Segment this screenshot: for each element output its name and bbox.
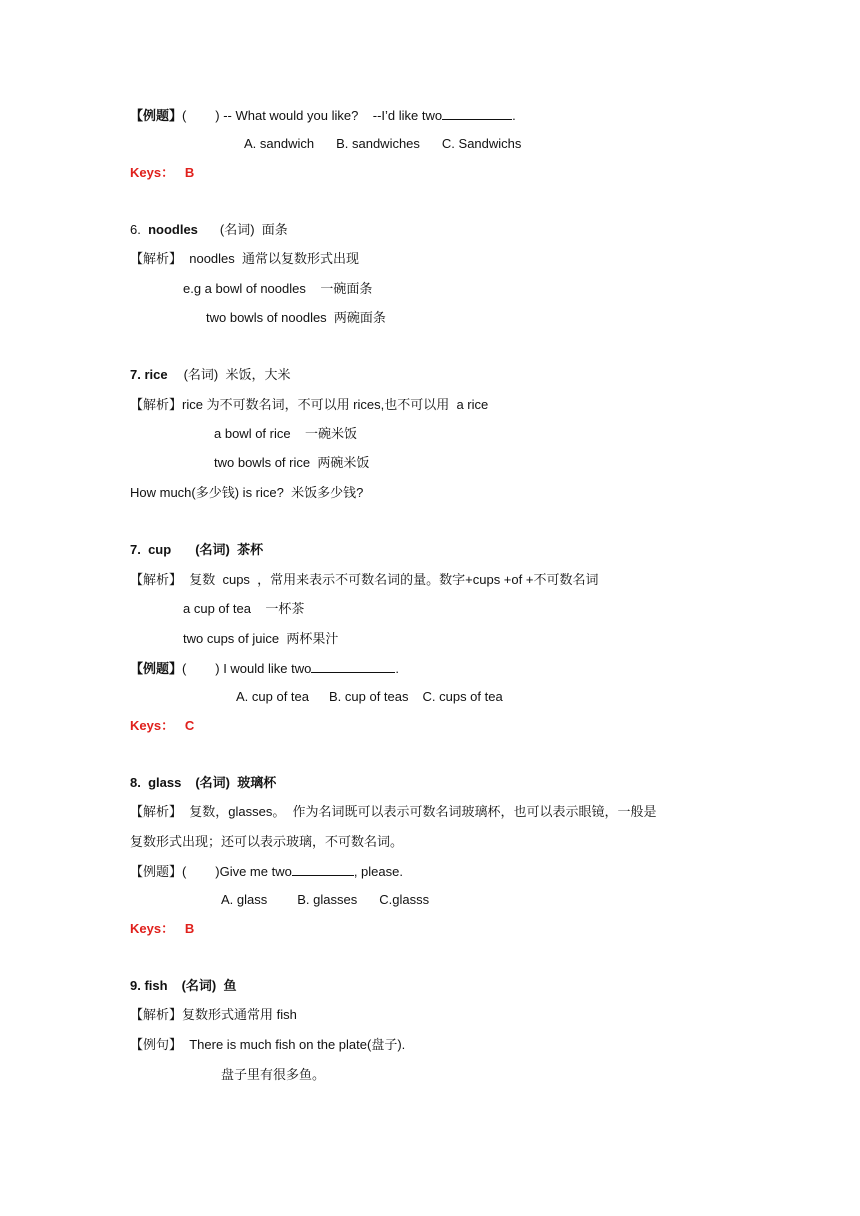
example-label: 【例题】 (130, 864, 183, 879)
entry-pos: (名词) 茶杯 (195, 542, 264, 557)
analysis-label: 【解析】 (130, 804, 183, 819)
option-b: B. glasses (297, 892, 358, 907)
example-rice-1: a bowl of rice 一碗米饭 (214, 426, 358, 441)
answer-blank (292, 862, 354, 876)
example-rice-3: How much(多少钱) is rice? 米饭多少钱? (130, 485, 364, 500)
sentence-text: There is much fish on the plate(盘子). (182, 1037, 406, 1052)
question-end: . (395, 661, 399, 676)
option-a: A. glass (221, 892, 268, 907)
answer-blank (442, 106, 512, 120)
entry-pos: (名词) 面条 (219, 222, 288, 237)
question-text: Give me two (219, 864, 292, 879)
answer-paren: ( ) (182, 661, 220, 676)
answer-key-3: Keys： B (130, 921, 195, 936)
option-a: A. cup of tea (236, 689, 309, 704)
question-text: I would like two (219, 661, 312, 676)
answer-paren: ( ) (182, 864, 220, 879)
analysis-text: 复数，glasses。 作为名词既可以表示可数名词玻璃杯，也可以表示眼镜，一般是 (182, 804, 657, 819)
question-end: . (512, 108, 516, 123)
entry-heading-glass (130, 774, 276, 792)
entry-pos: (名词) 米饭，大米 (183, 367, 291, 382)
analysis-label: 【解析】 (130, 572, 183, 587)
question-text: -- What would you like? --I’d like two (219, 108, 443, 123)
entry-heading-noodles (130, 221, 288, 239)
analysis-text: 复数 cups ，常用来表示不可数名词的量。数字+cups +of +不可数名词 (182, 572, 599, 587)
options-row-2 (236, 688, 503, 706)
analysis-glass-cont: 复数形式出现；还可以表示玻璃，不可数名词。 (130, 834, 404, 849)
analysis-text: rice 为不可数名词，不可以用 rices,也不可以用 a rice (182, 397, 489, 412)
entry-heading-fish (130, 977, 236, 995)
options-row-1 (244, 135, 521, 153)
answer-blank (311, 659, 395, 673)
option-b: B. sandwiches (336, 136, 420, 151)
entry-word: 8. glass (130, 775, 182, 790)
analysis-text: noodles 通常以复数形式出现 (182, 251, 360, 266)
example-label: 【例题】 (130, 108, 183, 123)
example-cup-1: a cup of tea 一杯茶 (183, 601, 305, 616)
sentence-label: 【例句】 (130, 1037, 183, 1052)
answer-key-1: Keys： B (130, 165, 195, 180)
analysis-glass (130, 803, 657, 821)
answer-key-2: Keys： C (130, 718, 195, 733)
analysis-text: 复数形式通常用 fish (182, 1007, 297, 1022)
example-sentence-fish (130, 1036, 405, 1054)
question-end: , please. (353, 864, 403, 879)
entry-word: noodles (148, 222, 198, 237)
option-b: B. cup of teas (329, 689, 409, 704)
answer-paren: ( ) (182, 108, 220, 123)
example-label: 【例题】 (130, 661, 183, 676)
analysis-fish (130, 1006, 297, 1024)
entry-heading-cup (130, 541, 263, 559)
example-noodles-2: two bowls of noodles 两碗面条 (206, 310, 386, 325)
option-c: C. cups of tea (422, 689, 503, 704)
option-c: C.glasss (379, 892, 430, 907)
analysis-noodles (130, 250, 359, 268)
example-question-3 (130, 862, 403, 880)
analysis-rice (130, 396, 488, 414)
example-noodles-1: e.g a bowl of noodles 一碗面条 (183, 281, 373, 296)
analysis-label: 【解析】 (130, 251, 183, 266)
entry-word: 9. fish (130, 978, 168, 993)
analysis-label: 【解析】 (130, 1007, 183, 1022)
analysis-label: 【解析】 (130, 397, 183, 412)
example-question-2 (130, 659, 399, 677)
entry-pos: (名词) 玻璃杯 (195, 775, 277, 790)
entry-number: 6. (130, 222, 149, 237)
option-a: A. sandwich (244, 136, 315, 151)
entry-word: 7. cup (130, 542, 172, 557)
example-question-1 (130, 106, 516, 124)
options-row-3 (221, 891, 429, 909)
entry-word: 7. rice (130, 367, 168, 382)
analysis-cup (130, 571, 598, 589)
option-c: C. Sandwichs (441, 136, 522, 151)
sentence-translation: 盘子里有很多鱼。 (221, 1067, 326, 1082)
entry-heading-rice (130, 366, 290, 384)
example-rice-2: two bowls of rice 两碗米饭 (214, 455, 370, 470)
entry-pos: (名词) 鱼 (181, 978, 237, 993)
example-cup-2: two cups of juice 两杯果汁 (183, 631, 339, 646)
